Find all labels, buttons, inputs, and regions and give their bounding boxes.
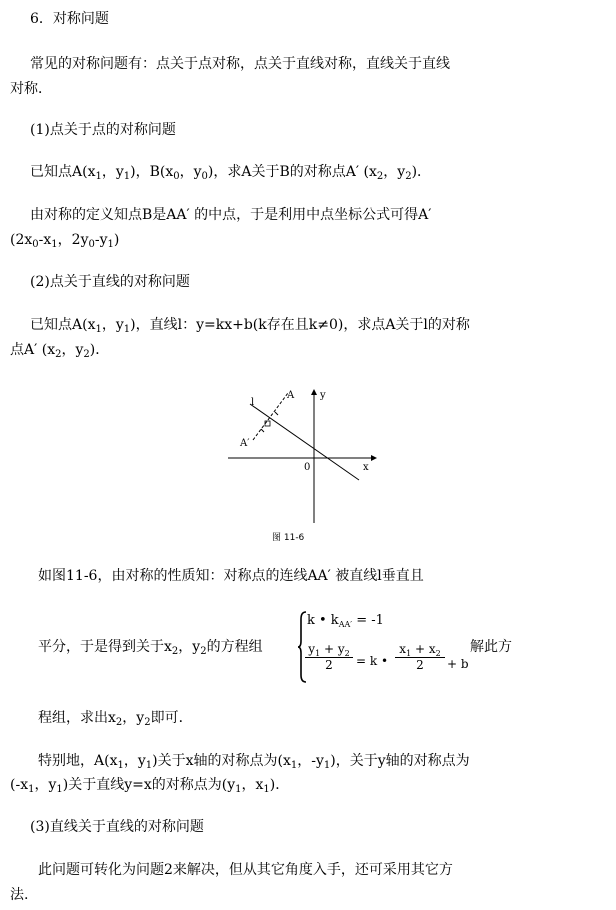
subsection-2-title: (2)点关于直线的对称问题 bbox=[30, 274, 190, 290]
label-origin: 0 bbox=[304, 462, 311, 473]
equals-k: = k • bbox=[356, 654, 389, 668]
fraction-x-sum: $\frac{x_1 + x_2}{2}$ bbox=[395, 642, 445, 673]
figure-caption: 图 11-6 bbox=[272, 533, 305, 543]
label-A-prime: A′ bbox=[240, 438, 250, 449]
intro-line-1: 常见的对称问题有：点关于点对称，点关于直线对称，直线关于直线 bbox=[30, 56, 450, 72]
para-3: 程组，求出$x_2$，$y_2$即可． bbox=[38, 710, 193, 728]
para-2-right: 解此方 bbox=[470, 639, 512, 655]
figure-11-6 bbox=[226, 383, 386, 548]
label-A: A bbox=[287, 390, 295, 401]
fraction-y-sum: $\frac{y_1 + y_2}{2}$ bbox=[305, 642, 353, 673]
special-line-1: 特别地，$A(x_1$，$y_1$)关于x轴的对称点为($x_1$，$-y_1$)，关于y轴的对称点为 bbox=[38, 753, 470, 771]
y-axis-arrow-icon bbox=[311, 389, 317, 395]
equation-1: k • $k_{AA'} = -1$ bbox=[307, 613, 384, 629]
sec3-line-1: 此问题可转化为问题2来解决，但从其它角度入手，还可采用其它方 bbox=[38, 862, 453, 878]
plus-b: + b bbox=[447, 657, 469, 671]
segment-AA-prime bbox=[253, 393, 288, 440]
equation-system bbox=[297, 611, 477, 683]
x-axis-arrow-icon bbox=[371, 455, 377, 461]
subsection-3-title: (3)直线关于直线的对称问题 bbox=[30, 819, 204, 835]
sec3-line-2: 法. bbox=[10, 887, 29, 903]
tick-mark-1 bbox=[261, 429, 264, 432]
subsection-1-title: (1)点关于点的对称问题 bbox=[30, 122, 176, 138]
special-line-2: ($-x_1$，$y_1$)关于直线y=x的对称点为($y_1$，$x_1$)． bbox=[10, 777, 290, 795]
label-l: l bbox=[251, 397, 255, 408]
label-y: y bbox=[320, 390, 326, 401]
para-1: 如图11-6，由对称的性质知：对称点的连线AA′ 被直线l垂直且 bbox=[38, 568, 424, 584]
sec1-given: 已知点$A(x_1$，$y_1$)，$B(x_0$，$y_0$)，求A关于B的对称点A′ ($x_2$，$y_2$)． bbox=[30, 164, 432, 182]
sec1-line-1: 由对称的定义知点B是AA′ 的中点，于是利用中点坐标公式可得A′ bbox=[30, 207, 432, 223]
sec1-line-2: ($2x_0-x_1$，$2y_0-y_1$) bbox=[10, 232, 120, 250]
intro-line-2: 对称． bbox=[10, 81, 52, 97]
para-2-left: 平分，于是得到关于$x_2$，$y_2$的方程组 bbox=[38, 639, 263, 657]
sec2-given-2: 点A′ ($x_2$，$y_2$)． bbox=[10, 342, 110, 360]
sec2-given-1: 已知点$A(x_1$，$y_1$)，直线l：y=kx+b(k存在且k≠0)，求点A关于l的对称 bbox=[30, 317, 470, 335]
label-x: x bbox=[363, 462, 369, 473]
tick-mark-2 bbox=[275, 412, 278, 415]
section-heading: 6．对称问题 bbox=[30, 11, 109, 27]
